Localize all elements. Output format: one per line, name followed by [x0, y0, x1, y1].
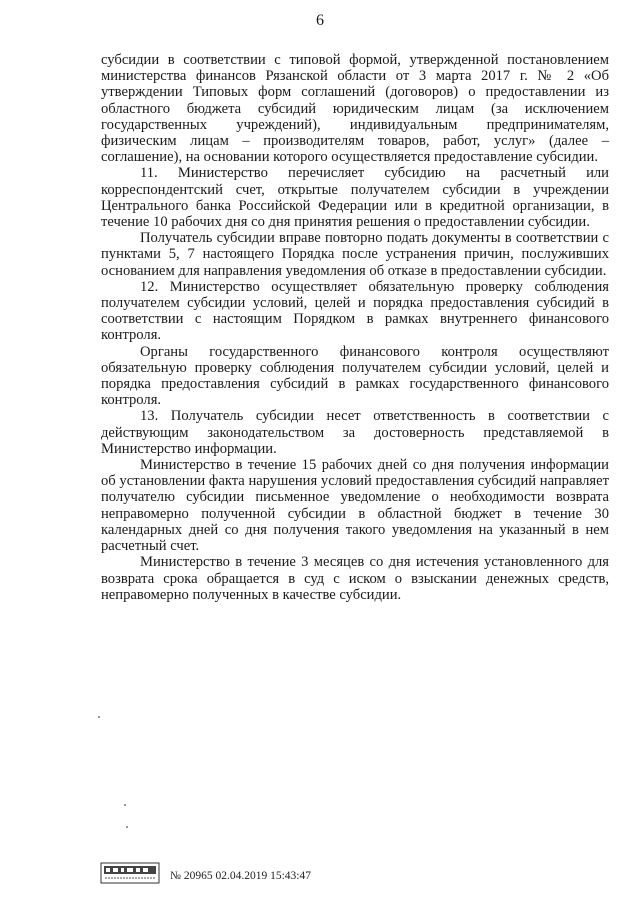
electronic-document-stamp-icon: [100, 862, 160, 884]
paragraph-subsidy-agreement: субсидии в соответствии с типовой формой, утвержденной постановлением министерства финансов Рязанской области от 3 марта 2017 г. № 2 «Об утверждении Типовых форм соглашений (договоров) о предоставлении из областного бюджета субсидий юридическим лицам (за исключением государственных учреждений), индивидуальным предпринимателям, физическим лицам – производителям товаров, работ, услуг» (далее – соглашение), на основании которого осуществляется предоставление субсидии.: [101, 52, 609, 166]
scan-speck: [126, 826, 128, 828]
document-body: [101, 52, 609, 603]
scan-speck: [98, 716, 100, 718]
scan-speck: [124, 804, 126, 806]
document-footer: [100, 862, 400, 892]
page-number: 6: [316, 12, 324, 29]
paragraph-12-control: 12. Министерство осуществляет обязательную проверку соблюдения получателем субсидии условий, целей и порядка предоставления субсидий в соответствии с настоящим Порядком в рамках внутреннего финансового контроля.: [101, 278, 609, 344]
paragraph-11-transfer: 11. Министерство перечисляет субсидию на расчетный или корреспондентский счет, открытые получателем субсидии в учреждении Центрального банка Российской Федерации или в кредитной организации, в течение 10 рабочих дня со дня принятия решения о предоставлении субсидии.: [101, 165, 609, 231]
registration-number: № 20965 02.04.2019 15:43:47: [170, 870, 311, 882]
paragraph-13-responsibility: 13. Получатель субсидии несет ответственность в соответствии с действующим законодательством за достоверность представляемой в Министерство информации.: [101, 408, 609, 457]
paragraph-state-control: Органы государственного финансового контроля осуществляют обязательную проверку соблюдения получателем субсидии условий, целей и порядка предоставления субсидий в рамках государственного финансового контроля.: [101, 343, 609, 409]
paragraph-refund-notice: Министерство в течение 15 рабочих дней со дня получения информации об установлении факта нарушения условий предоставления субсидий направляет получателю субсидии письменное уведомление о необходимости возврата неправомерно полученной субсидии в областной бюджет в течение 30 календарных дней со дня получения такого уведомления на указанный в нем расчетный счет.: [101, 457, 609, 555]
paragraph-resubmission: Получатель субсидии вправе повторно подать документы в соответствии с пунктами 5, 7 настоящего Порядка после устранения причин, послуживших основанием для направления уведомления об отказе в предоставлении субсидии.: [101, 230, 609, 279]
paragraph-court-claim: Министерство в течение 3 месяцев со дня истечения установленного для возврата срока обращается в суд с иском о взыскании денежных средств, неправомерно полученных в качестве субсидии.: [101, 554, 609, 603]
